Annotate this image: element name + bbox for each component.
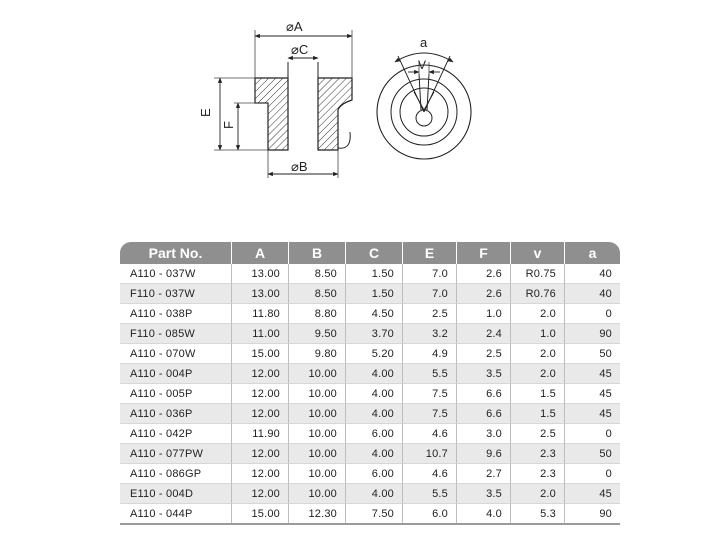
table-row [120, 324, 620, 344]
cell-angle-a: 50 [565, 444, 620, 464]
label-dia-c: ⌀C [291, 42, 309, 57]
label-e: E [198, 108, 213, 117]
cell-e: 7.0 [403, 264, 457, 284]
cell-angle-a: 45 [565, 364, 620, 384]
cell-v: 2.0 [511, 304, 565, 324]
label-dia-b: ⌀B [291, 159, 308, 174]
table-bottom-rule [120, 523, 620, 525]
cell-e: 7.5 [403, 384, 457, 404]
lip-arc [338, 132, 350, 148]
cell-e: 4.6 [403, 424, 457, 444]
cell-c: 4.00 [346, 404, 403, 424]
table-row [120, 304, 620, 324]
cell-part-no: A110 - 004P [120, 364, 232, 384]
cell-angle-a: 45 [565, 484, 620, 504]
cell-e: 2.5 [403, 304, 457, 324]
cell-b: 8.50 [289, 284, 346, 304]
cell-part-no: A110 - 044P [120, 504, 232, 524]
cell-a: 11.80 [232, 304, 289, 324]
v-notch [414, 92, 434, 110]
cell-part-no: A110 - 042P [120, 424, 232, 444]
cell-b: 9.50 [289, 324, 346, 344]
cell-v: 1.5 [511, 384, 565, 404]
cell-part-no: E110 - 004D [120, 484, 232, 504]
spec-table-container [120, 242, 620, 525]
cell-b: 10.00 [289, 444, 346, 464]
cell-e: 4.6 [403, 464, 457, 484]
cell-e: 5.5 [403, 364, 457, 384]
label-angle-a: a [420, 35, 428, 50]
cell-angle-a: 40 [565, 264, 620, 284]
cell-a: 11.00 [232, 324, 289, 344]
cell-v: R0.76 [511, 284, 565, 304]
cell-b: 8.50 [289, 264, 346, 284]
table-row [120, 384, 620, 404]
cell-a: 12.00 [232, 364, 289, 384]
header-b: B [289, 242, 346, 264]
cell-f: 2.6 [457, 284, 511, 304]
cell-b: 8.80 [289, 304, 346, 324]
label-dia-a: ⌀A [286, 19, 303, 34]
cell-e: 3.2 [403, 324, 457, 344]
cell-f: 9.6 [457, 444, 511, 464]
cell-b: 10.00 [289, 464, 346, 484]
cell-f: 3.5 [457, 364, 511, 384]
top-view [377, 35, 471, 159]
cell-v: 2.5 [511, 424, 565, 444]
cell-angle-a: 45 [565, 404, 620, 424]
technical-drawing [0, 0, 718, 230]
center-bore [416, 110, 432, 126]
cell-f: 2.5 [457, 344, 511, 364]
header-e: E [403, 242, 457, 264]
cell-f: 1.0 [457, 304, 511, 324]
cell-b: 10.00 [289, 424, 346, 444]
cell-c: 7.50 [346, 504, 403, 524]
cell-e: 10.7 [403, 444, 457, 464]
label-v: V [418, 58, 427, 72]
cell-c: 3.70 [346, 324, 403, 344]
table-header-row [120, 242, 620, 264]
header-a: A [232, 242, 289, 264]
cell-v: 1.0 [511, 324, 565, 344]
cell-f: 3.0 [457, 424, 511, 444]
spec-table [120, 242, 620, 524]
cell-f: 2.4 [457, 324, 511, 344]
cell-a: 13.00 [232, 284, 289, 304]
cell-e: 6.0 [403, 504, 457, 524]
cell-f: 6.6 [457, 404, 511, 424]
cell-c: 6.00 [346, 464, 403, 484]
cell-c: 4.00 [346, 384, 403, 404]
cell-c: 4.50 [346, 304, 403, 324]
cell-e: 4.9 [403, 344, 457, 364]
table-row [120, 284, 620, 304]
table-row [120, 444, 620, 464]
cell-v: R0.75 [511, 264, 565, 284]
right-section-hatch [318, 78, 352, 150]
cell-angle-a: 45 [565, 384, 620, 404]
cell-a: 12.00 [232, 444, 289, 464]
cell-v: 1.5 [511, 404, 565, 424]
cell-angle-a: 40 [565, 284, 620, 304]
cell-part-no: A110 - 036P [120, 404, 232, 424]
header-angle-a: a [565, 242, 620, 264]
cell-e: 7.0 [403, 284, 457, 304]
table-row [120, 364, 620, 384]
cell-b: 9.80 [289, 344, 346, 364]
cell-part-no: A110 - 070W [120, 344, 232, 364]
cell-c: 4.00 [346, 484, 403, 504]
cell-b: 10.00 [289, 384, 346, 404]
table-row [120, 344, 620, 364]
cell-a: 12.00 [232, 464, 289, 484]
left-section-hatch [255, 78, 288, 150]
cell-b: 10.00 [289, 404, 346, 424]
cell-v: 2.3 [511, 464, 565, 484]
cell-v: 2.0 [511, 344, 565, 364]
table-row [120, 504, 620, 524]
cell-v: 2.3 [511, 444, 565, 464]
cell-c: 6.00 [346, 424, 403, 444]
cell-angle-a: 90 [565, 324, 620, 344]
cell-angle-a: 0 [565, 424, 620, 444]
header-v: v [511, 242, 565, 264]
cell-a: 12.00 [232, 404, 289, 424]
cell-e: 7.5 [403, 404, 457, 424]
cell-part-no: A110 - 077PW [120, 444, 232, 464]
cell-v: 5.3 [511, 504, 565, 524]
cell-f: 3.5 [457, 484, 511, 504]
label-f: F [221, 121, 236, 129]
cell-part-no: A110 - 038P [120, 304, 232, 324]
cell-part-no: F110 - 037W [120, 284, 232, 304]
cell-c: 4.00 [346, 364, 403, 384]
cell-b: 10.00 [289, 364, 346, 384]
cell-c: 5.20 [346, 344, 403, 364]
cell-part-no: A110 - 086GP [120, 464, 232, 484]
cell-a: 11.90 [232, 424, 289, 444]
header-part-no: Part No. [120, 242, 232, 264]
cell-a: 12.00 [232, 484, 289, 504]
header-c: C [346, 242, 403, 264]
table-row [120, 424, 620, 444]
cell-b: 12.30 [289, 504, 346, 524]
cell-v: 2.0 [511, 364, 565, 384]
cell-f: 2.7 [457, 464, 511, 484]
table-row [120, 484, 620, 504]
cell-v: 2.0 [511, 484, 565, 504]
table-row [120, 264, 620, 284]
cell-c: 1.50 [346, 284, 403, 304]
cell-angle-a: 90 [565, 504, 620, 524]
cell-a: 15.00 [232, 344, 289, 364]
cell-part-no: F110 - 085W [120, 324, 232, 344]
cell-angle-a: 0 [565, 304, 620, 324]
cell-a: 12.00 [232, 384, 289, 404]
cell-part-no: A110 - 037W [120, 264, 232, 284]
cell-part-no: A110 - 005P [120, 384, 232, 404]
cell-f: 4.0 [457, 504, 511, 524]
cell-a: 13.00 [232, 264, 289, 284]
cell-a: 15.00 [232, 504, 289, 524]
cell-angle-a: 50 [565, 344, 620, 364]
table-row [120, 464, 620, 484]
cell-b: 10.00 [289, 484, 346, 504]
cell-e: 5.5 [403, 484, 457, 504]
cell-c: 1.50 [346, 264, 403, 284]
cell-angle-a: 0 [565, 464, 620, 484]
header-f: F [457, 242, 511, 264]
cell-c: 4.00 [346, 444, 403, 464]
table-row [120, 404, 620, 424]
cell-f: 2.6 [457, 264, 511, 284]
cell-f: 6.6 [457, 384, 511, 404]
section-view [198, 19, 352, 178]
